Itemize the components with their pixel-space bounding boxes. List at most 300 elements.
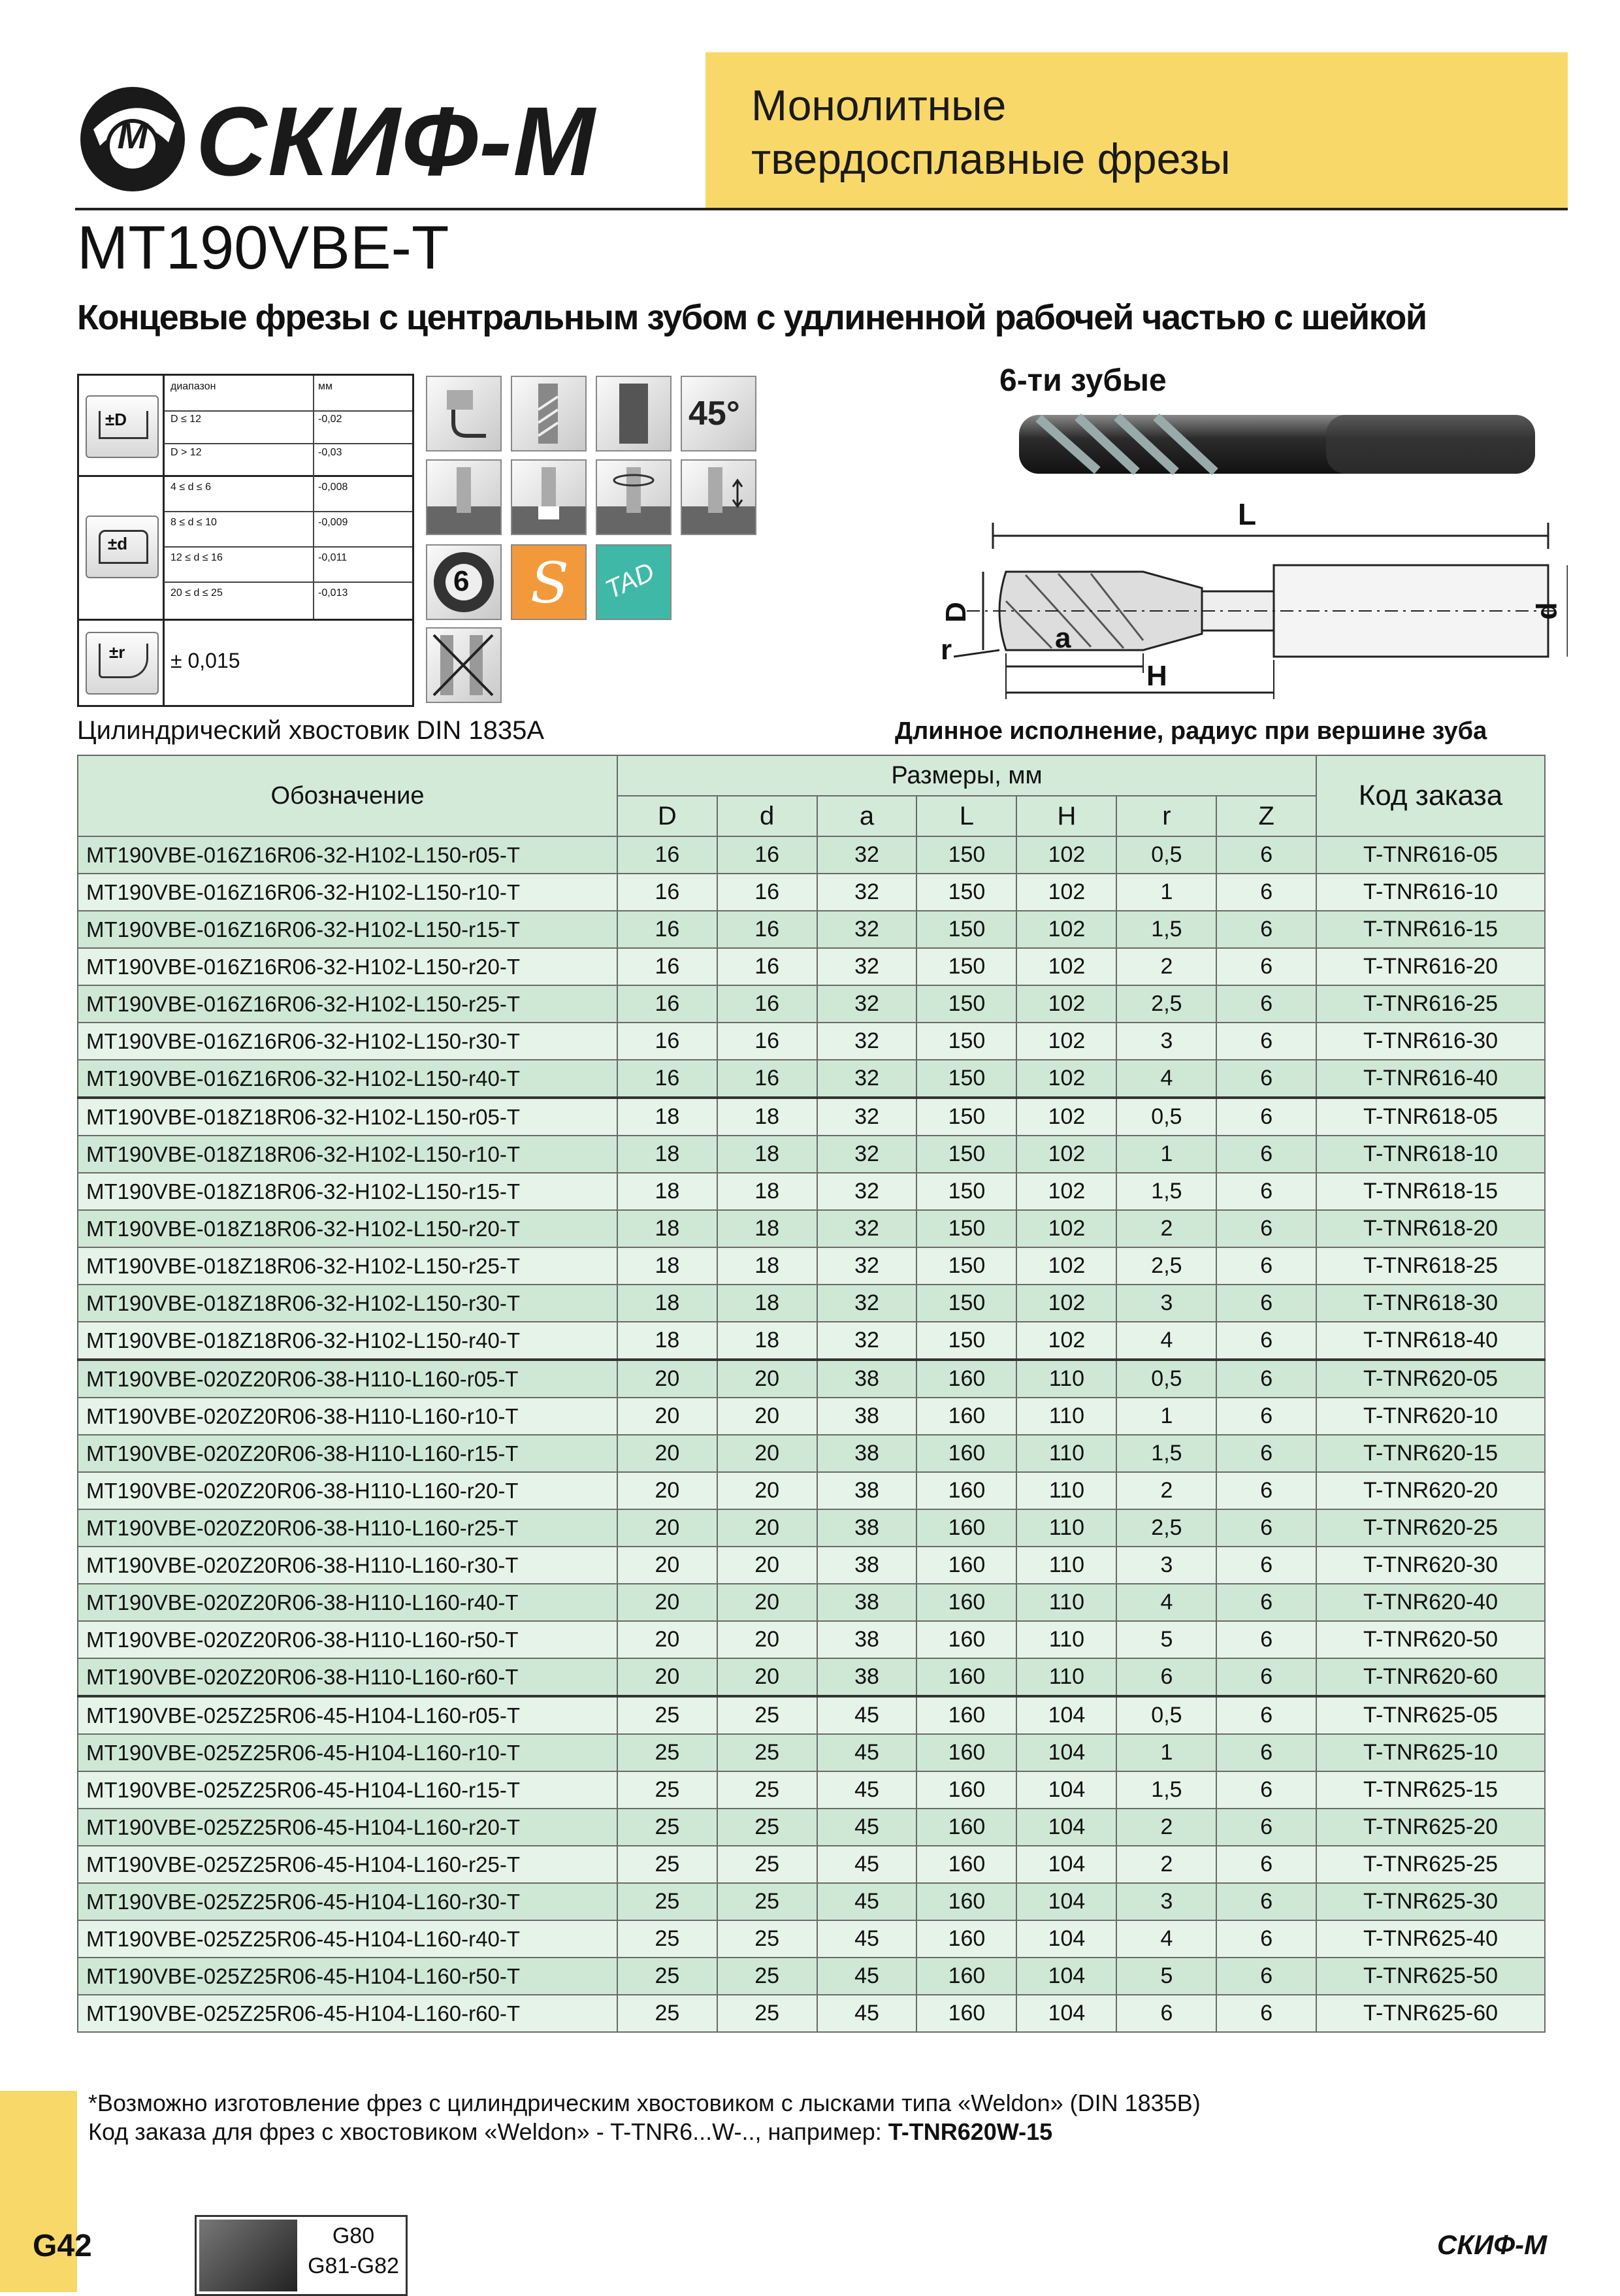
- cell-dimension: 6: [1216, 1023, 1316, 1060]
- cell-dimension: 6: [1216, 1809, 1316, 1846]
- col-header-code: Код заказа: [1316, 755, 1545, 836]
- cell-order-code: T-TNR625-50: [1316, 1958, 1545, 1995]
- table-row: [78, 1958, 1545, 1995]
- table-row: [78, 1136, 1545, 1173]
- table-row: [78, 1883, 1545, 1920]
- version-label: Длинное исполнение, радиус при вершине зуба: [895, 717, 1487, 745]
- cell-dimension: 0,5: [1116, 836, 1216, 874]
- cell-dimension: 1: [1116, 1734, 1216, 1771]
- cell-dimension: 110: [1016, 1621, 1116, 1658]
- cell-dimension: 20: [717, 1472, 817, 1509]
- cell-dimension: 150: [916, 1136, 1016, 1173]
- cell-dimension: 102: [1016, 948, 1116, 985]
- cell-dimension: 20: [717, 1658, 817, 1696]
- cell-dimension: 2: [1116, 1846, 1216, 1883]
- diameter-d-tolerance-icon: ±d: [86, 516, 159, 578]
- cell-order-code: T-TNR618-15: [1316, 1173, 1545, 1210]
- cell-dimension: 1: [1116, 1398, 1216, 1435]
- cell-designation: MT190VBE-016Z16R06-32-H102-L150-r20-T: [78, 948, 617, 985]
- plunge-milling-icon: [511, 459, 587, 535]
- tolerance-value: -0,013: [318, 587, 348, 599]
- footnote-line-1: *Возможно изготовление фрез с цилиндрическим хвостовиком с лысками типа «Weldon» (DIN 1835B): [88, 2090, 1201, 2116]
- cell-dimension: 16: [717, 985, 817, 1023]
- cell-dimension: 160: [916, 1509, 1016, 1547]
- cell-dimension: 16: [617, 985, 717, 1023]
- cell-dimension: 150: [916, 1247, 1016, 1285]
- table-row: [78, 1846, 1545, 1883]
- cell-dimension: 38: [817, 1435, 917, 1472]
- end-mill-icon: [511, 376, 587, 451]
- cell-dimension: 45: [817, 1809, 917, 1846]
- cell-dimension: 6: [1216, 948, 1316, 985]
- cell-designation: MT190VBE-020Z20R06-38-H110-L160-r20-T: [78, 1472, 617, 1509]
- cell-dimension: 0,5: [1116, 1696, 1216, 1734]
- cell-dimension: 18: [717, 1136, 817, 1173]
- table-row: [78, 1734, 1545, 1771]
- cell-dimension: 25: [717, 1958, 817, 1995]
- cell-dimension: 20: [717, 1509, 817, 1547]
- cell-dimension: 6: [1216, 1920, 1316, 1958]
- cell-dimension: 102: [1016, 1098, 1116, 1136]
- cell-dimension: 6: [1216, 985, 1316, 1023]
- cell-dimension: 1,5: [1116, 1173, 1216, 1210]
- cell-dimension: 25: [617, 1958, 717, 1995]
- tolerance-row: [164, 582, 412, 617]
- cell-order-code: T-TNR620-60: [1316, 1658, 1545, 1696]
- cell-dimension: 20: [717, 1360, 817, 1398]
- cell-designation: MT190VBE-025Z25R06-45-H104-L160-r25-T: [78, 1846, 617, 1883]
- cell-dimension: 5: [1116, 1958, 1216, 1995]
- cell-dimension: 18: [617, 1322, 717, 1360]
- cell-dimension: 1,5: [1116, 911, 1216, 948]
- cell-dimension: 104: [1016, 1809, 1116, 1846]
- table-row: [78, 1584, 1545, 1621]
- cell-designation: MT190VBE-020Z20R06-38-H110-L160-r25-T: [78, 1509, 617, 1547]
- model-title: MT190VBE-T: [77, 213, 449, 282]
- cell-order-code: T-TNR616-15: [1316, 911, 1545, 948]
- tolerance-row: [164, 408, 412, 444]
- cell-dimension: 104: [1016, 1958, 1116, 1995]
- cell-designation: MT190VBE-018Z18R06-32-H102-L150-r25-T: [78, 1247, 617, 1285]
- cell-dimension: 150: [916, 874, 1016, 911]
- table-row: [78, 1809, 1545, 1846]
- cell-dimension: 150: [916, 1285, 1016, 1322]
- cell-dimension: 160: [916, 1958, 1016, 1995]
- cell-dimension: 104: [1016, 1771, 1116, 1809]
- cell-dimension: 110: [1016, 1547, 1116, 1584]
- dim-D-label: D: [939, 602, 972, 623]
- cell-designation: MT190VBE-020Z20R06-38-H110-L160-r05-T: [78, 1360, 617, 1398]
- cell-dimension: 2,5: [1116, 985, 1216, 1023]
- cell-dimension: 160: [916, 1658, 1016, 1696]
- cell-dimension: 6: [1216, 1247, 1316, 1285]
- table-row: [78, 1210, 1545, 1247]
- cell-dimension: 104: [1016, 1846, 1116, 1883]
- cell-order-code: T-TNR625-15: [1316, 1771, 1545, 1809]
- cell-dimension: 16: [617, 911, 717, 948]
- cell-dimension: 32: [817, 985, 917, 1023]
- cell-dimension: 3: [1116, 1023, 1216, 1060]
- cell-dimension: 160: [916, 1883, 1016, 1920]
- tolerance-range: D ≤ 12: [170, 414, 202, 425]
- cell-dimension: 25: [617, 1920, 717, 1958]
- cell-dimension: 25: [617, 1846, 717, 1883]
- cell-dimension: 18: [617, 1285, 717, 1322]
- cell-dimension: 6: [1216, 1696, 1316, 1734]
- cell-dimension: 104: [1016, 1920, 1116, 1958]
- cell-order-code: T-TNR620-05: [1316, 1360, 1545, 1398]
- cell-dimension: 25: [617, 1734, 717, 1771]
- tolerance-value: -0,008: [318, 482, 348, 493]
- cell-dimension: 102: [1016, 911, 1116, 948]
- category-title: [751, 78, 1231, 186]
- cell-dimension: 38: [817, 1360, 917, 1398]
- cell-dimension: 104: [1016, 1995, 1116, 2032]
- table-row: [78, 911, 1545, 948]
- tolerance-row: [164, 442, 412, 476]
- ref-page-1: G80: [332, 2223, 375, 2248]
- cell-dimension: 32: [817, 874, 917, 911]
- table-row: [78, 1173, 1545, 1210]
- cell-dimension: 102: [1016, 985, 1116, 1023]
- cell-order-code: T-TNR620-50: [1316, 1621, 1545, 1658]
- ref-page-2: G81-G82: [308, 2254, 399, 2278]
- table-row: [78, 1621, 1545, 1658]
- cell-dimension: 25: [717, 1696, 817, 1734]
- cell-dimension: 38: [817, 1472, 917, 1509]
- cell-designation: MT190VBE-020Z20R06-38-H110-L160-r10-T: [78, 1398, 617, 1435]
- cell-order-code: T-TNR620-10: [1316, 1398, 1545, 1435]
- cell-designation: MT190VBE-016Z16R06-32-H102-L150-r30-T: [78, 1023, 617, 1060]
- cell-dimension: 38: [817, 1547, 917, 1584]
- diameter-D-tolerance-icon: ±D: [86, 395, 159, 458]
- cell-dimension: 25: [717, 1920, 817, 1958]
- teeth-count-icon: 6: [426, 544, 502, 620]
- table-row: [78, 1023, 1545, 1060]
- cell-order-code: T-TNR625-25: [1316, 1846, 1545, 1883]
- coating-tad-icon: TAD: [596, 544, 672, 620]
- teeth-label: 6-ти зубые: [999, 363, 1167, 398]
- table-row: [78, 874, 1545, 911]
- table-row: [78, 1995, 1545, 2032]
- col-header-dimensions: Размеры, мм: [617, 755, 1316, 796]
- cell-dimension: 38: [817, 1658, 917, 1696]
- cell-dimension: 20: [717, 1547, 817, 1584]
- cell-dimension: 38: [817, 1584, 917, 1621]
- tolerance-row: [164, 547, 412, 583]
- shank-label: Цилиндрический хвостовик DIN 1835A: [77, 716, 545, 745]
- cell-dimension: 160: [916, 1435, 1016, 1472]
- cell-dimension: 6: [1216, 1958, 1316, 1995]
- cell-dimension: 104: [1016, 1696, 1116, 1734]
- cell-dimension: 6: [1116, 1995, 1216, 2032]
- cell-designation: MT190VBE-016Z16R06-32-H102-L150-r25-T: [78, 985, 617, 1023]
- cell-dimension: 150: [916, 1098, 1016, 1136]
- cell-dimension: 6: [1216, 1995, 1316, 2032]
- cell-order-code: T-TNR620-15: [1316, 1435, 1545, 1472]
- cell-dimension: 160: [916, 1398, 1016, 1435]
- cell-dimension: 150: [916, 836, 1016, 874]
- footnote-example: T-TNR620W-15: [888, 2118, 1053, 2145]
- cell-designation: MT190VBE-025Z25R06-45-H104-L160-r15-T: [78, 1771, 617, 1809]
- cell-dimension: 25: [717, 1995, 817, 2032]
- cell-order-code: T-TNR625-40: [1316, 1920, 1545, 1958]
- cell-designation: MT190VBE-025Z25R06-45-H104-L160-r05-T: [78, 1696, 617, 1734]
- cell-dimension: 160: [916, 1734, 1016, 1771]
- cell-dimension: 20: [617, 1472, 717, 1509]
- cell-dimension: 102: [1016, 1210, 1116, 1247]
- cell-dimension: 16: [617, 836, 717, 874]
- cell-dimension: 3: [1116, 1883, 1216, 1920]
- cell-dimension: 20: [617, 1584, 717, 1621]
- cell-dimension: 16: [617, 874, 717, 911]
- cell-dimension: 32: [817, 1173, 917, 1210]
- cell-dimension: 150: [916, 985, 1016, 1023]
- cell-dimension: 160: [916, 1771, 1016, 1809]
- cell-dimension: 160: [916, 1920, 1016, 1958]
- cell-dimension: 32: [817, 1136, 917, 1173]
- cell-dimension: 20: [617, 1360, 717, 1398]
- cell-dimension: 16: [617, 948, 717, 985]
- cell-dimension: 45: [817, 1920, 917, 1958]
- cell-dimension: 25: [717, 1846, 817, 1883]
- cell-dimension: 4: [1116, 1920, 1216, 1958]
- tolerance-range: 20 ≤ d ≤ 25: [170, 587, 223, 599]
- cell-dimension: 6: [1216, 1547, 1316, 1584]
- helix-angle-icon: 45°: [681, 376, 756, 451]
- table-row: [78, 1398, 1545, 1435]
- cell-dimension: 45: [817, 1958, 917, 1995]
- cell-dimension: 160: [916, 1547, 1016, 1584]
- cell-dimension: 25: [617, 1883, 717, 1920]
- cell-dimension: 32: [817, 948, 917, 985]
- tolerance-range: 4 ≤ d ≤ 6: [170, 482, 212, 493]
- table-row: [78, 1696, 1545, 1734]
- tool-drawing: [928, 497, 1568, 699]
- cell-dimension: 160: [916, 1846, 1016, 1883]
- col-header-dim: r: [1116, 796, 1216, 836]
- cell-dimension: 150: [916, 1322, 1016, 1360]
- table-row: [78, 1098, 1545, 1136]
- col-header-dim: D: [617, 796, 717, 836]
- cell-dimension: 102: [1016, 836, 1116, 874]
- table-row: [78, 1060, 1545, 1098]
- dim-H-label: H: [1146, 660, 1167, 692]
- cell-dimension: 20: [617, 1398, 717, 1435]
- cell-dimension: 110: [1016, 1398, 1116, 1435]
- tolerance-row: [164, 512, 412, 548]
- cell-dimension: 150: [916, 948, 1016, 985]
- page-number: G42: [33, 2229, 92, 2263]
- cell-dimension: 150: [916, 1210, 1016, 1247]
- tolerance-header-row: [164, 376, 412, 412]
- cell-dimension: 4: [1116, 1060, 1216, 1098]
- cell-dimension: 20: [617, 1621, 717, 1658]
- cell-dimension: 6: [1216, 1098, 1316, 1136]
- cell-dimension: 160: [916, 1360, 1016, 1398]
- tolerance-range: 8 ≤ d ≤ 10: [170, 517, 217, 528]
- cell-dimension: 2: [1116, 948, 1216, 985]
- side-milling-icon: [681, 459, 756, 535]
- ramping-icon: [596, 459, 672, 535]
- cell-dimension: 20: [717, 1584, 817, 1621]
- cell-designation: MT190VBE-018Z18R06-32-H102-L150-r30-T: [78, 1285, 617, 1322]
- header-divider: [75, 208, 1568, 210]
- category-line-2: твердосплавные фрезы: [751, 135, 1231, 183]
- cell-dimension: 102: [1016, 874, 1116, 911]
- cell-dimension: 110: [1016, 1658, 1116, 1696]
- cell-dimension: 160: [916, 1472, 1016, 1509]
- corner-radius-icon: [426, 376, 502, 451]
- cell-dimension: 2: [1116, 1472, 1216, 1509]
- cell-dimension: 32: [817, 1210, 917, 1247]
- cell-dimension: 110: [1016, 1435, 1116, 1472]
- cell-dimension: 45: [817, 1734, 917, 1771]
- tolerance-range: 12 ≤ d ≤ 16: [170, 552, 223, 563]
- cell-designation: MT190VBE-020Z20R06-38-H110-L160-r30-T: [78, 1547, 617, 1584]
- cell-dimension: 38: [817, 1621, 917, 1658]
- cell-dimension: 4: [1116, 1322, 1216, 1360]
- table-row: [78, 985, 1545, 1023]
- related-product-thumbnail: [199, 2220, 297, 2291]
- table-row: [78, 948, 1545, 985]
- footnote-line-2: [88, 2118, 1052, 2146]
- cell-dimension: 32: [817, 1023, 917, 1060]
- cell-dimension: 20: [717, 1621, 817, 1658]
- cell-designation: MT190VBE-020Z20R06-38-H110-L160-r60-T: [78, 1658, 617, 1696]
- cell-designation: MT190VBE-016Z16R06-32-H102-L150-r40-T: [78, 1060, 617, 1098]
- cell-dimension: 25: [617, 1696, 717, 1734]
- cell-dimension: 6: [1216, 1846, 1316, 1883]
- cell-dimension: 16: [717, 1060, 817, 1098]
- cell-dimension: 32: [817, 836, 917, 874]
- table-row: [78, 1658, 1545, 1696]
- tolerance-row: [164, 476, 412, 512]
- cell-dimension: 25: [717, 1771, 817, 1809]
- table-row: [78, 1547, 1545, 1584]
- cell-dimension: 110: [1016, 1584, 1116, 1621]
- no-drilling-icon: [426, 627, 502, 703]
- cell-dimension: 25: [617, 1995, 717, 2032]
- table-row: [78, 1920, 1545, 1958]
- cell-dimension: 16: [717, 836, 817, 874]
- cell-dimension: 25: [717, 1734, 817, 1771]
- cell-dimension: 6: [1216, 1584, 1316, 1621]
- cell-dimension: 1: [1116, 874, 1216, 911]
- cell-dimension: 18: [717, 1173, 817, 1210]
- cell-dimension: 18: [717, 1098, 817, 1136]
- cell-dimension: 32: [817, 1322, 917, 1360]
- tolerance-table: [77, 374, 414, 707]
- cell-dimension: 6: [1216, 1472, 1316, 1509]
- cell-dimension: 150: [916, 1173, 1016, 1210]
- cell-order-code: T-TNR618-20: [1316, 1210, 1545, 1247]
- cell-dimension: 18: [717, 1247, 817, 1285]
- cell-order-code: T-TNR625-30: [1316, 1883, 1545, 1920]
- cell-dimension: 160: [916, 1809, 1016, 1846]
- cell-dimension: 16: [717, 874, 817, 911]
- tolerance-head-unit: мм: [318, 381, 332, 392]
- footer-brand: СКИФ-М: [1437, 2229, 1547, 2260]
- cell-order-code: T-TNR618-30: [1316, 1285, 1545, 1322]
- col-header-dim: L: [916, 796, 1016, 836]
- cell-order-code: T-TNR620-40: [1316, 1584, 1545, 1621]
- cell-dimension: 32: [817, 911, 917, 948]
- cell-dimension: 20: [717, 1435, 817, 1472]
- cell-dimension: 20: [617, 1658, 717, 1696]
- cell-order-code: T-TNR616-40: [1316, 1060, 1545, 1098]
- cell-dimension: 20: [617, 1547, 717, 1584]
- cell-dimension: 20: [617, 1435, 717, 1472]
- cell-dimension: 25: [717, 1809, 817, 1846]
- tolerance-value: -0,011: [318, 552, 348, 563]
- cell-dimension: 16: [717, 911, 817, 948]
- logo-badge-letter: М: [117, 115, 148, 156]
- dim-L-label: L: [1238, 497, 1257, 531]
- radius-tolerance-icon: ±r: [86, 632, 159, 695]
- cell-designation: MT190VBE-025Z25R06-45-H104-L160-r40-T: [78, 1920, 617, 1958]
- cell-dimension: 38: [817, 1398, 917, 1435]
- cell-dimension: 18: [617, 1098, 717, 1136]
- cell-dimension: 2,5: [1116, 1509, 1216, 1547]
- cell-designation: MT190VBE-018Z18R06-32-H102-L150-r20-T: [78, 1210, 617, 1247]
- cell-order-code: T-TNR616-05: [1316, 836, 1545, 874]
- cell-dimension: 20: [717, 1398, 817, 1435]
- cell-dimension: 0,5: [1116, 1360, 1216, 1398]
- cell-order-code: T-TNR618-10: [1316, 1136, 1545, 1173]
- slot-milling-icon: [426, 459, 502, 535]
- cell-dimension: 150: [916, 1023, 1016, 1060]
- cell-dimension: 18: [617, 1173, 717, 1210]
- cell-designation: MT190VBE-018Z18R06-32-H102-L150-r15-T: [78, 1173, 617, 1210]
- cell-dimension: 2: [1116, 1809, 1216, 1846]
- cell-dimension: 102: [1016, 1285, 1116, 1322]
- cell-dimension: 45: [817, 1883, 917, 1920]
- cell-dimension: 16: [617, 1060, 717, 1098]
- cell-dimension: 45: [817, 1846, 917, 1883]
- cell-order-code: T-TNR616-20: [1316, 948, 1545, 985]
- tolerance-value: -0,02: [318, 414, 342, 425]
- cell-order-code: T-TNR618-25: [1316, 1247, 1545, 1285]
- cell-dimension: 32: [817, 1285, 917, 1322]
- cell-dimension: 25: [617, 1771, 717, 1809]
- tolerance-range: D > 12: [170, 447, 202, 458]
- table-row: [78, 1285, 1545, 1322]
- cell-dimension: 18: [617, 1210, 717, 1247]
- cell-dimension: 150: [916, 911, 1016, 948]
- cell-dimension: 1: [1116, 1136, 1216, 1173]
- cell-dimension: 160: [916, 1621, 1016, 1658]
- dim-d-label: d: [1531, 602, 1563, 620]
- product-table: [77, 755, 1546, 2033]
- cell-dimension: 104: [1016, 1883, 1116, 1920]
- cell-dimension: 16: [717, 948, 817, 985]
- cell-dimension: 102: [1016, 1060, 1116, 1098]
- cell-dimension: 150: [916, 1060, 1016, 1098]
- cell-dimension: 32: [817, 1060, 917, 1098]
- table-row: [78, 1247, 1545, 1285]
- col-header-dim: H: [1016, 796, 1116, 836]
- cell-dimension: 0,5: [1116, 1098, 1216, 1136]
- cross-reference-box[interactable]: [195, 2215, 408, 2296]
- footnote-prefix: Код заказа для фрез с хвостовиком «Weldon» - T-TNR6...W-.., например:: [88, 2118, 888, 2145]
- cell-dimension: 6: [1216, 1883, 1316, 1920]
- cell-dimension: 1,5: [1116, 1771, 1216, 1809]
- table-row: [78, 1435, 1545, 1472]
- cell-dimension: 5: [1116, 1621, 1216, 1658]
- cell-order-code: T-TNR616-25: [1316, 985, 1545, 1023]
- cell-designation: MT190VBE-018Z18R06-32-H102-L150-r05-T: [78, 1098, 617, 1136]
